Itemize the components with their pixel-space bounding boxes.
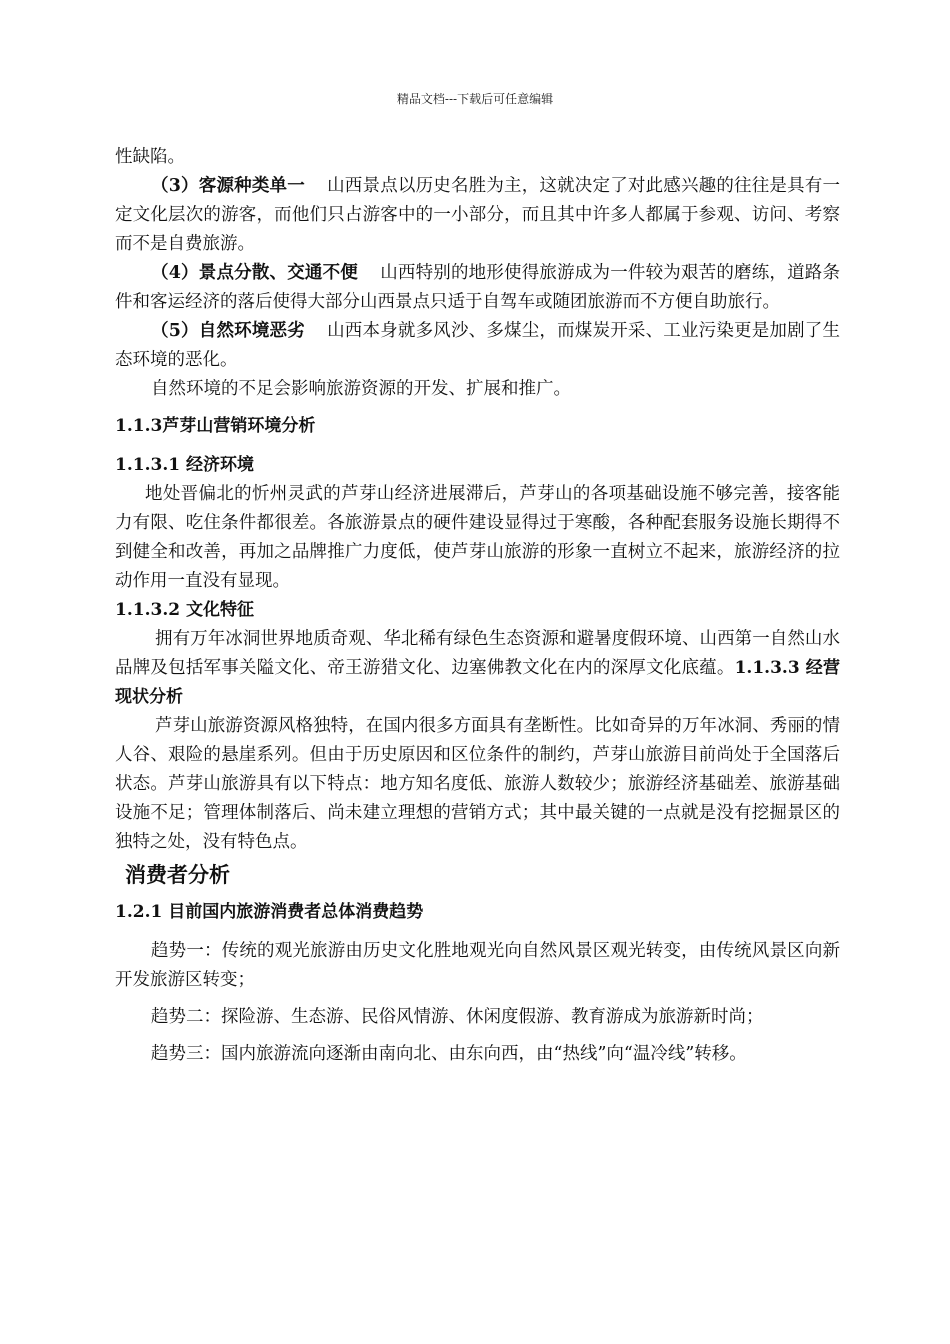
paragraph-text: 山西本身就多风沙、多煤尘，而煤炭开采、工业污染更是加剧了生态环境的恶化。 bbox=[115, 321, 841, 370]
paragraph-text: 山西景点以历史名胜为主，这就决定了对此感兴趣的往往是具有一定文化层次的游客，而他们只占游客中的一小部分，而且其中许多人都属于参观、访问、考察而不是自费旅游。 bbox=[115, 176, 841, 254]
paragraph-label: （5）自然环境恶劣 bbox=[151, 321, 305, 341]
section-heading-consumer-analysis: 消费者分析 bbox=[125, 863, 230, 887]
paragraph-trend-1: 趋势一：传统的观光旅游由历史文化胜地观光向自然风景区观光转变，由传统风景区向新开发旅游区转变； bbox=[115, 941, 840, 990]
paragraph-label: （4）景点分散、交通不便 bbox=[151, 263, 358, 283]
paragraph-culture bbox=[115, 625, 840, 712]
paragraph-environment bbox=[115, 317, 840, 375]
paragraph-label: （3）客源种类单一 bbox=[151, 176, 305, 196]
paragraph-operations: 芦芽山旅游资源风格独特，在国内很多方面具有垄断性。比如奇异的万年冰洞、秀丽的情人谷、艰险的悬崖系列。但由于历史原因和区位条件的制约，芦芽山旅游目前尚处于全国落后状态。芦芽山旅游具有以下特点：地方知名度低、旅游人数较少；旅游经济基础差、旅游基础设施不足；管理体制落后、尚未建立理想的营销方式；其中最关键的一点就是没有挖掘景区的独特之处，没有特色点。 bbox=[115, 716, 840, 852]
paragraph-continuation: 性缺陷。 bbox=[115, 147, 185, 167]
paragraph-environment-summary: 自然环境的不足会影响旅游资源的开发、扩展和推广。 bbox=[151, 379, 571, 399]
paragraph-trend-2: 趋势二：探险游、生态游、民俗风情游、休闲度假游、教育游成为旅游新时尚； bbox=[151, 1007, 764, 1027]
paragraph-text: 拥有万年冰洞世界地质奇观、华北稀有绿色生态资源和避暑度假环境、山西第一自然山水品牌及包括军事关隘文化、帝王游猎文化、边塞佛教文化在内的深厚文化底蕴。 bbox=[115, 629, 840, 678]
paragraph-tourist-source bbox=[115, 172, 840, 259]
section-heading-1-1-3-2: 1.1.3.2 文化特征 bbox=[115, 600, 254, 620]
section-heading-1-1-3-1: 1.1.3.1 经济环境 bbox=[115, 455, 254, 475]
paragraph-text: 山西特别的地形使得旅游成为一件较为艰苦的磨练，道路条件和客运经济的落后使得大部分山西景点只适于自驾车或随团旅游而不方便自助旅行。 bbox=[115, 263, 841, 312]
document-body bbox=[115, 143, 840, 1077]
paragraph-trend-3: 趋势三：国内旅游流向逐渐由南向北、由东向西，由“热线”向“温冷线”转移。 bbox=[151, 1044, 747, 1064]
section-heading-1-1-3-3: 1.1.3.3 经营现状分析 bbox=[115, 658, 840, 707]
section-heading-1-1-3: 1.1.3芦芽山营销环境分析 bbox=[115, 416, 316, 436]
section-heading-1-2-1: 1.2.1 目前国内旅游消费者总体消费趋势 bbox=[115, 902, 424, 922]
paragraph-economy: 地处晋偏北的忻州灵武的芦芽山经济进展滞后，芦芽山的各项基础设施不够完善，接客能力有限、吃住条件都很差。各旅游景点的硬件建设显得过于寒酸，各种配套服务设施长期得不到健全和改善，再加之品牌推广力度低，使芦芽山旅游的形象一直树立不起来，旅游经济的拉动作用一直没有显现。 bbox=[115, 484, 840, 591]
page-header: 精品文档---下载后可任意编辑 bbox=[396, 92, 554, 106]
paragraph-scattered-spots bbox=[115, 259, 840, 317]
